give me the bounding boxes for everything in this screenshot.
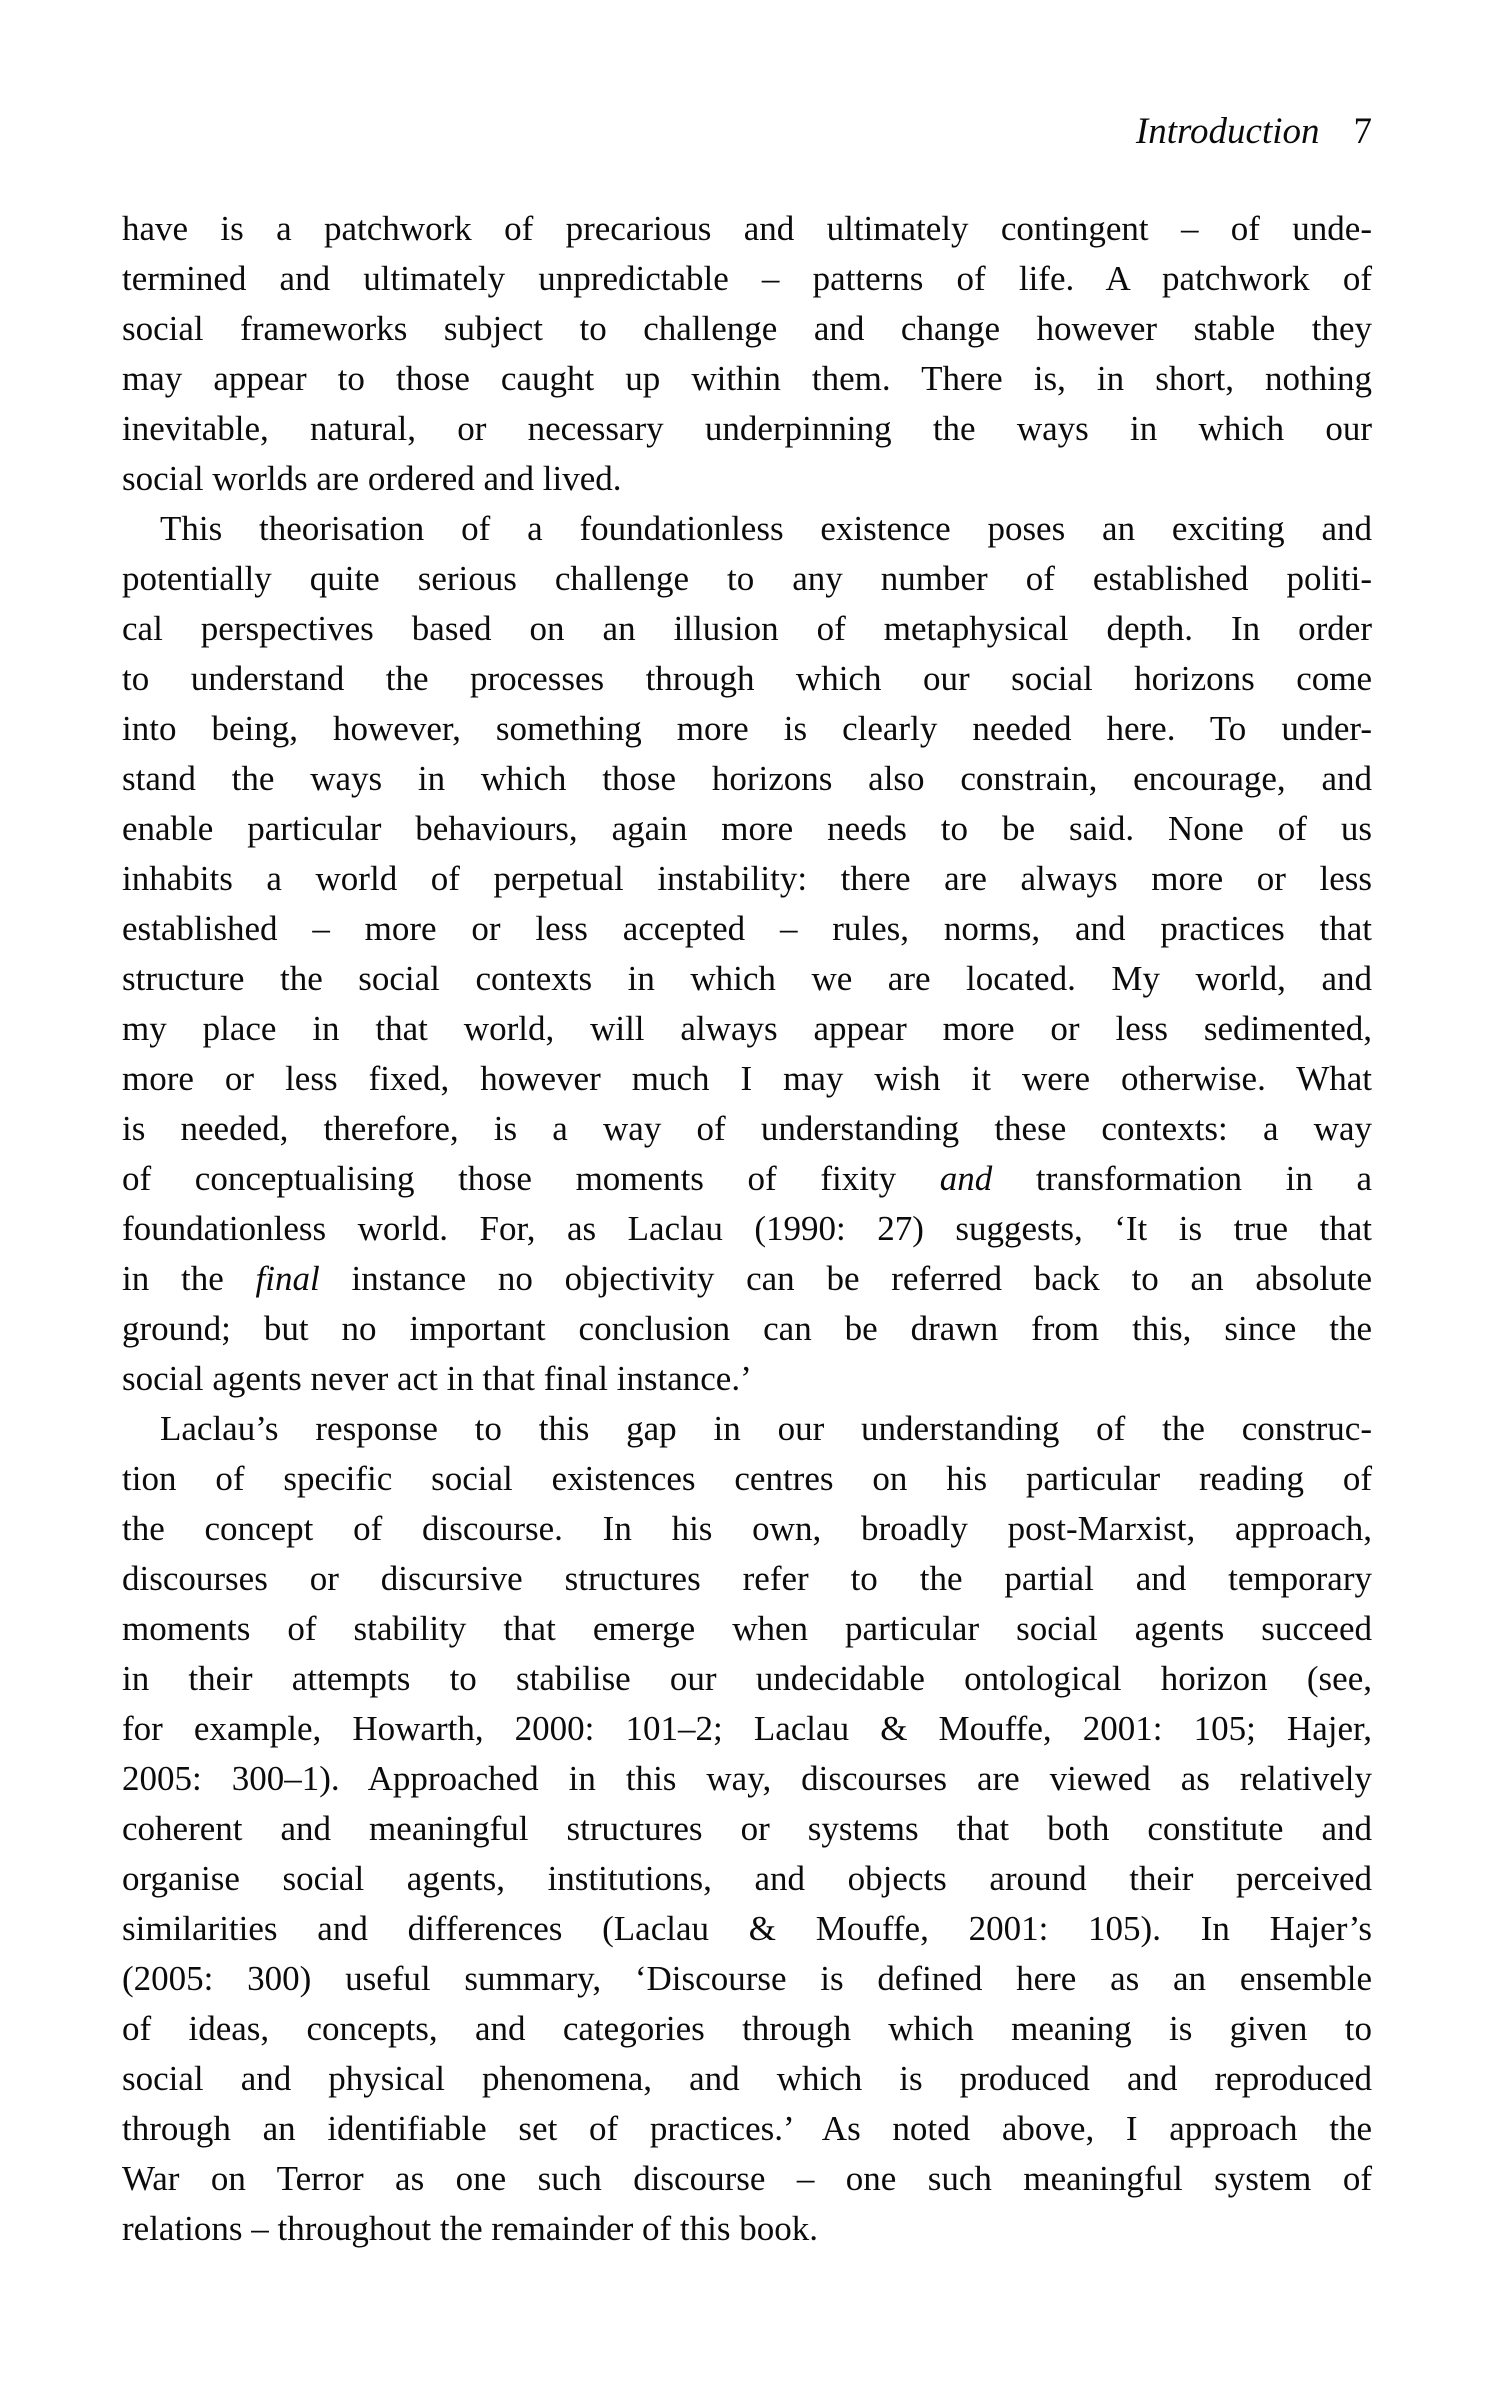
text-run: social and physical phenomena, and which is produced and reproduced xyxy=(122,2059,1372,2098)
text-run: organise social agents, institutions, and objects around their perceived xyxy=(122,1859,1372,1898)
text-line xyxy=(122,854,1372,904)
text-line xyxy=(122,954,1372,1004)
text-run: in their attempts to stabilise our undecidable ontological horizon (see, xyxy=(122,1659,1372,1698)
text-line xyxy=(122,1854,1372,1904)
text-line xyxy=(122,1954,1372,2004)
text-line xyxy=(122,1504,1372,1554)
text-run: moments of stability that emerge when particular social agents succeed xyxy=(122,1609,1372,1648)
text-line xyxy=(122,904,1372,954)
text-run: inhabits a world of perpetual instability: there are always more or less xyxy=(122,859,1372,898)
text-run: enable particular behaviours, again more needs to be said. None of us xyxy=(122,809,1372,848)
text-line xyxy=(122,354,1372,404)
text-line xyxy=(122,504,1372,554)
text-line xyxy=(122,1204,1372,1254)
text-run: instance no objectivity can be referred back to an absolute xyxy=(319,1259,1372,1298)
text-line xyxy=(122,1904,1372,1954)
text-line xyxy=(122,1354,1372,1404)
page-header xyxy=(122,112,1372,152)
text-line xyxy=(122,2104,1372,2154)
emphasized-text: and xyxy=(939,1159,993,1198)
text-line xyxy=(122,654,1372,704)
text-line xyxy=(122,1004,1372,1054)
text-run: my place in that world, will always appear more or less sedimented, xyxy=(122,1009,1372,1048)
text-run: of ideas, concepts, and categories through which meaning is given to xyxy=(122,2009,1372,2048)
text-run: termined and ultimately unpredictable – patterns of life. A patchwork of xyxy=(122,259,1372,298)
text-line xyxy=(122,1704,1372,1754)
text-line xyxy=(122,1654,1372,1704)
text-line xyxy=(122,804,1372,854)
text-line xyxy=(122,2154,1372,2204)
text-run: structure the social contexts in which we are located. My world, and xyxy=(122,959,1372,998)
text-run: have is a patchwork of precarious and ultimately contingent – of unde- xyxy=(122,209,1372,248)
page-number: 7 xyxy=(1353,111,1372,152)
text-run: tion of specific social existences centres on his particular reading of xyxy=(122,1459,1372,1498)
text-line xyxy=(122,204,1372,254)
text-run: to understand the processes through which our social horizons come xyxy=(122,659,1372,698)
text-run: is needed, therefore, is a way of understanding these contexts: a way xyxy=(122,1109,1372,1148)
text-line xyxy=(122,1404,1372,1454)
text-line xyxy=(122,1254,1372,1304)
text-line xyxy=(122,1754,1372,1804)
text-run: through an identifiable set of practices.’ As noted above, I approach the xyxy=(122,2109,1372,2148)
text-run: War on Terror as one such discourse – one such meaningful system of xyxy=(122,2159,1372,2198)
text-run: into being, however, something more is clearly needed here. To under- xyxy=(122,709,1372,748)
text-run: social worlds are ordered and lived. xyxy=(122,459,622,498)
text-run: may appear to those caught up within them. There is, in short, nothing xyxy=(122,359,1372,398)
text-run: (2005: 300) useful summary, ‘Discourse is defined here as an ensemble xyxy=(122,1959,1372,1998)
text-line xyxy=(122,1104,1372,1154)
text-line xyxy=(122,754,1372,804)
text-line xyxy=(122,2204,1372,2254)
text-line xyxy=(122,1554,1372,1604)
text-line xyxy=(122,1304,1372,1354)
text-run: similarities and differences (Laclau & Mouffe, 2001: 105). In Hajer’s xyxy=(122,1909,1372,1948)
text-line xyxy=(122,1054,1372,1104)
text-run: of conceptualising those moments of fixity xyxy=(122,1159,940,1198)
text-line xyxy=(122,1154,1372,1204)
text-run: inevitable, natural, or necessary underpinning the ways in which our xyxy=(122,409,1372,448)
text-run: coherent and meaningful structures or systems that both constitute and xyxy=(122,1809,1372,1848)
text-run: potentially quite serious challenge to any number of established politi- xyxy=(122,559,1372,598)
text-run: established – more or less accepted – rules, norms, and practices that xyxy=(122,909,1372,948)
text-line xyxy=(122,304,1372,354)
text-run: foundationless world. For, as Laclau (1990: 27) suggests, ‘It is true that xyxy=(122,1209,1372,1248)
text-line xyxy=(122,704,1372,754)
text-run: stand the ways in which those horizons also constrain, encourage, and xyxy=(122,759,1372,798)
text-run: more or less fixed, however much I may wish it were otherwise. What xyxy=(122,1059,1372,1098)
text-run: relations – throughout the remainder of this book. xyxy=(122,2209,818,2248)
text-line xyxy=(122,1604,1372,1654)
text-line xyxy=(122,454,1372,504)
text-run: This theorisation of a foundationless existence poses an exciting and xyxy=(160,509,1372,548)
text-line xyxy=(122,554,1372,604)
text-run: discourses or discursive structures refer to the partial and temporary xyxy=(122,1559,1372,1598)
text-run: Laclau’s response to this gap in our understanding of the construc- xyxy=(160,1409,1372,1448)
text-run: transformation in a xyxy=(992,1159,1372,1198)
text-line xyxy=(122,2054,1372,2104)
text-run: in the xyxy=(122,1259,256,1298)
text-run: social frameworks subject to challenge and change however stable they xyxy=(122,309,1372,348)
text-line xyxy=(122,604,1372,654)
text-run: 2005: 300–1). Approached in this way, discourses are viewed as relatively xyxy=(122,1759,1372,1798)
text-line xyxy=(122,2004,1372,2054)
text-line xyxy=(122,254,1372,304)
text-run: ground; but no important conclusion can be drawn from this, since the xyxy=(122,1309,1372,1348)
text-line xyxy=(122,1454,1372,1504)
running-head-title: Introduction xyxy=(1135,111,1320,152)
text-body xyxy=(122,204,1372,2254)
text-run: the concept of discourse. In his own, broadly post-Marxist, approach, xyxy=(122,1509,1372,1548)
emphasized-text: final xyxy=(255,1259,320,1298)
text-run: social agents never act in that final instance.’ xyxy=(122,1359,752,1398)
text-run: cal perspectives based on an illusion of metaphysical depth. In order xyxy=(122,609,1372,648)
text-line xyxy=(122,1804,1372,1854)
text-run: for example, Howarth, 2000: 101–2; Laclau & Mouffe, 2001: 105; Hajer, xyxy=(122,1709,1372,1748)
text-line xyxy=(122,404,1372,454)
